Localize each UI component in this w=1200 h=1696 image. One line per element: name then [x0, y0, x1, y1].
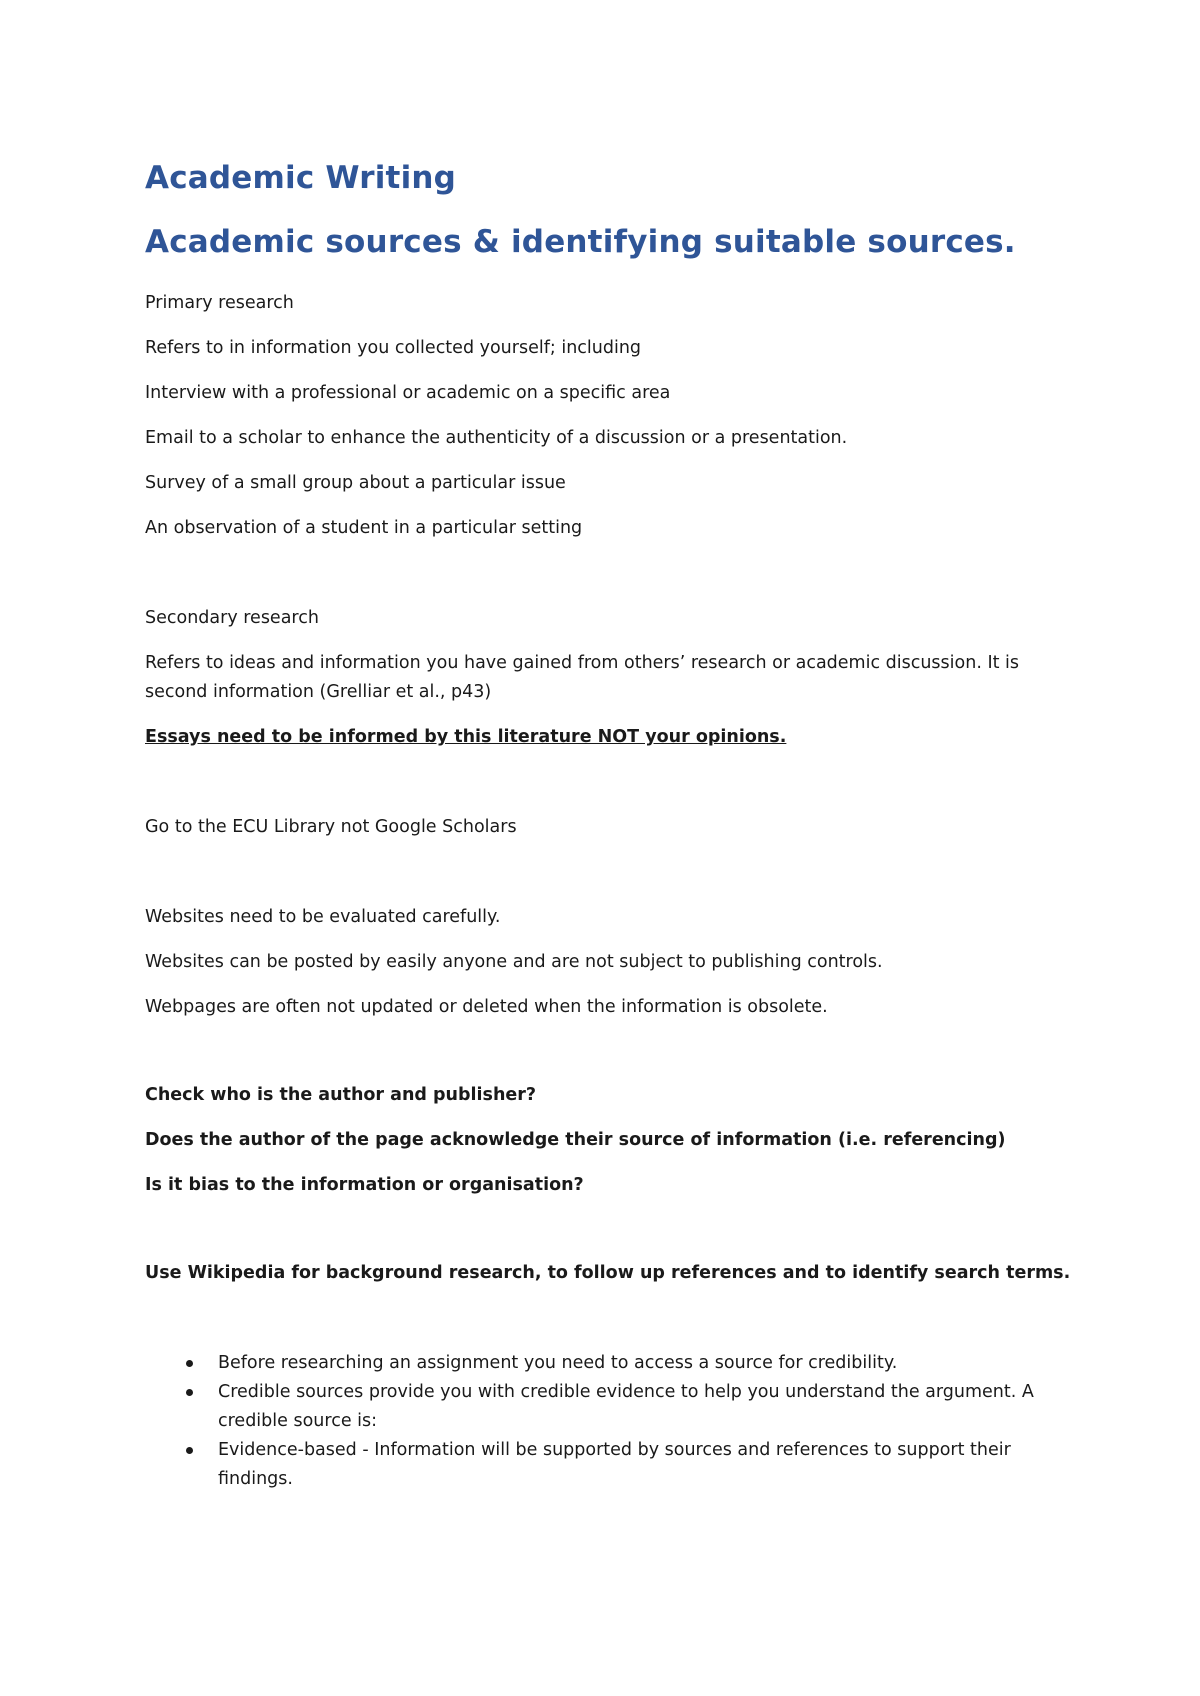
secondary-research-heading: Secondary research	[145, 608, 319, 629]
website-line: Websites need to be evaluated carefully.	[145, 907, 501, 928]
bullet-icon	[186, 1389, 193, 1396]
bullet-icon	[186, 1447, 193, 1454]
secondary-research-description: Refers to ideas and information you have gained from others’ research or academic discussion. It is second information (Grelliar et al., p43)	[145, 653, 1020, 703]
wikipedia-note: Use Wikipedia for background research, to follow up references and to identify search terms.	[145, 1263, 1071, 1284]
primary-line: Email to a scholar to enhance the authenticity of a discussion or a presentation.	[145, 428, 848, 449]
bullet-text: Evidence-based - Information will be supported by sources and references to support their findings.	[218, 1440, 1011, 1490]
bullet-text: Before researching an assignment you need to access a source for credibility.	[218, 1353, 898, 1374]
spacer	[145, 858, 1065, 903]
evaluation-question: Does the author of the page acknowledge their source of information (i.e. referencing)	[145, 1130, 1006, 1151]
primary-line: Refers to in information you collected yourself; including	[145, 338, 642, 359]
bullet-text: Credible sources provide you with credible evidence to help you understand the argument. A credible source is:	[218, 1382, 1034, 1432]
spacer	[145, 1038, 1065, 1081]
bullet-item	[145, 1349, 1065, 1378]
bullet-item	[145, 1436, 1065, 1494]
evaluation-question: Is it bias to the information or organisation?	[145, 1175, 584, 1196]
bullet-icon	[186, 1360, 193, 1367]
spacer	[145, 1304, 1065, 1349]
document-title: Academic Writing	[145, 160, 457, 196]
spacer	[145, 768, 1065, 813]
document-subtitle: Academic sources & identifying suitable sources.	[145, 224, 1016, 261]
spacer	[145, 1216, 1065, 1259]
spacer	[145, 559, 1065, 604]
library-note: Go to the ECU Library not Google Scholars	[145, 817, 517, 838]
primary-line: Survey of a small group about a particular issue	[145, 473, 566, 494]
primary-research-heading: Primary research	[145, 293, 294, 314]
website-line: Websites can be posted by easily anyone and are not subject to publishing controls.	[145, 952, 883, 973]
credibility-bullet-list	[145, 1349, 1065, 1494]
primary-line: An observation of a student in a particular setting	[145, 518, 583, 539]
document-body	[145, 160, 1071, 1494]
website-line: Webpages are often not updated or deleted when the information is obsolete.	[145, 997, 828, 1018]
primary-line: Interview with a professional or academic on a specific area	[145, 383, 671, 404]
evaluation-question: Check who is the author and publisher?	[145, 1085, 537, 1106]
essay-emphasis-note: Essays need to be informed by this literature NOT your opinions.	[145, 727, 787, 748]
bullet-item	[145, 1378, 1065, 1436]
